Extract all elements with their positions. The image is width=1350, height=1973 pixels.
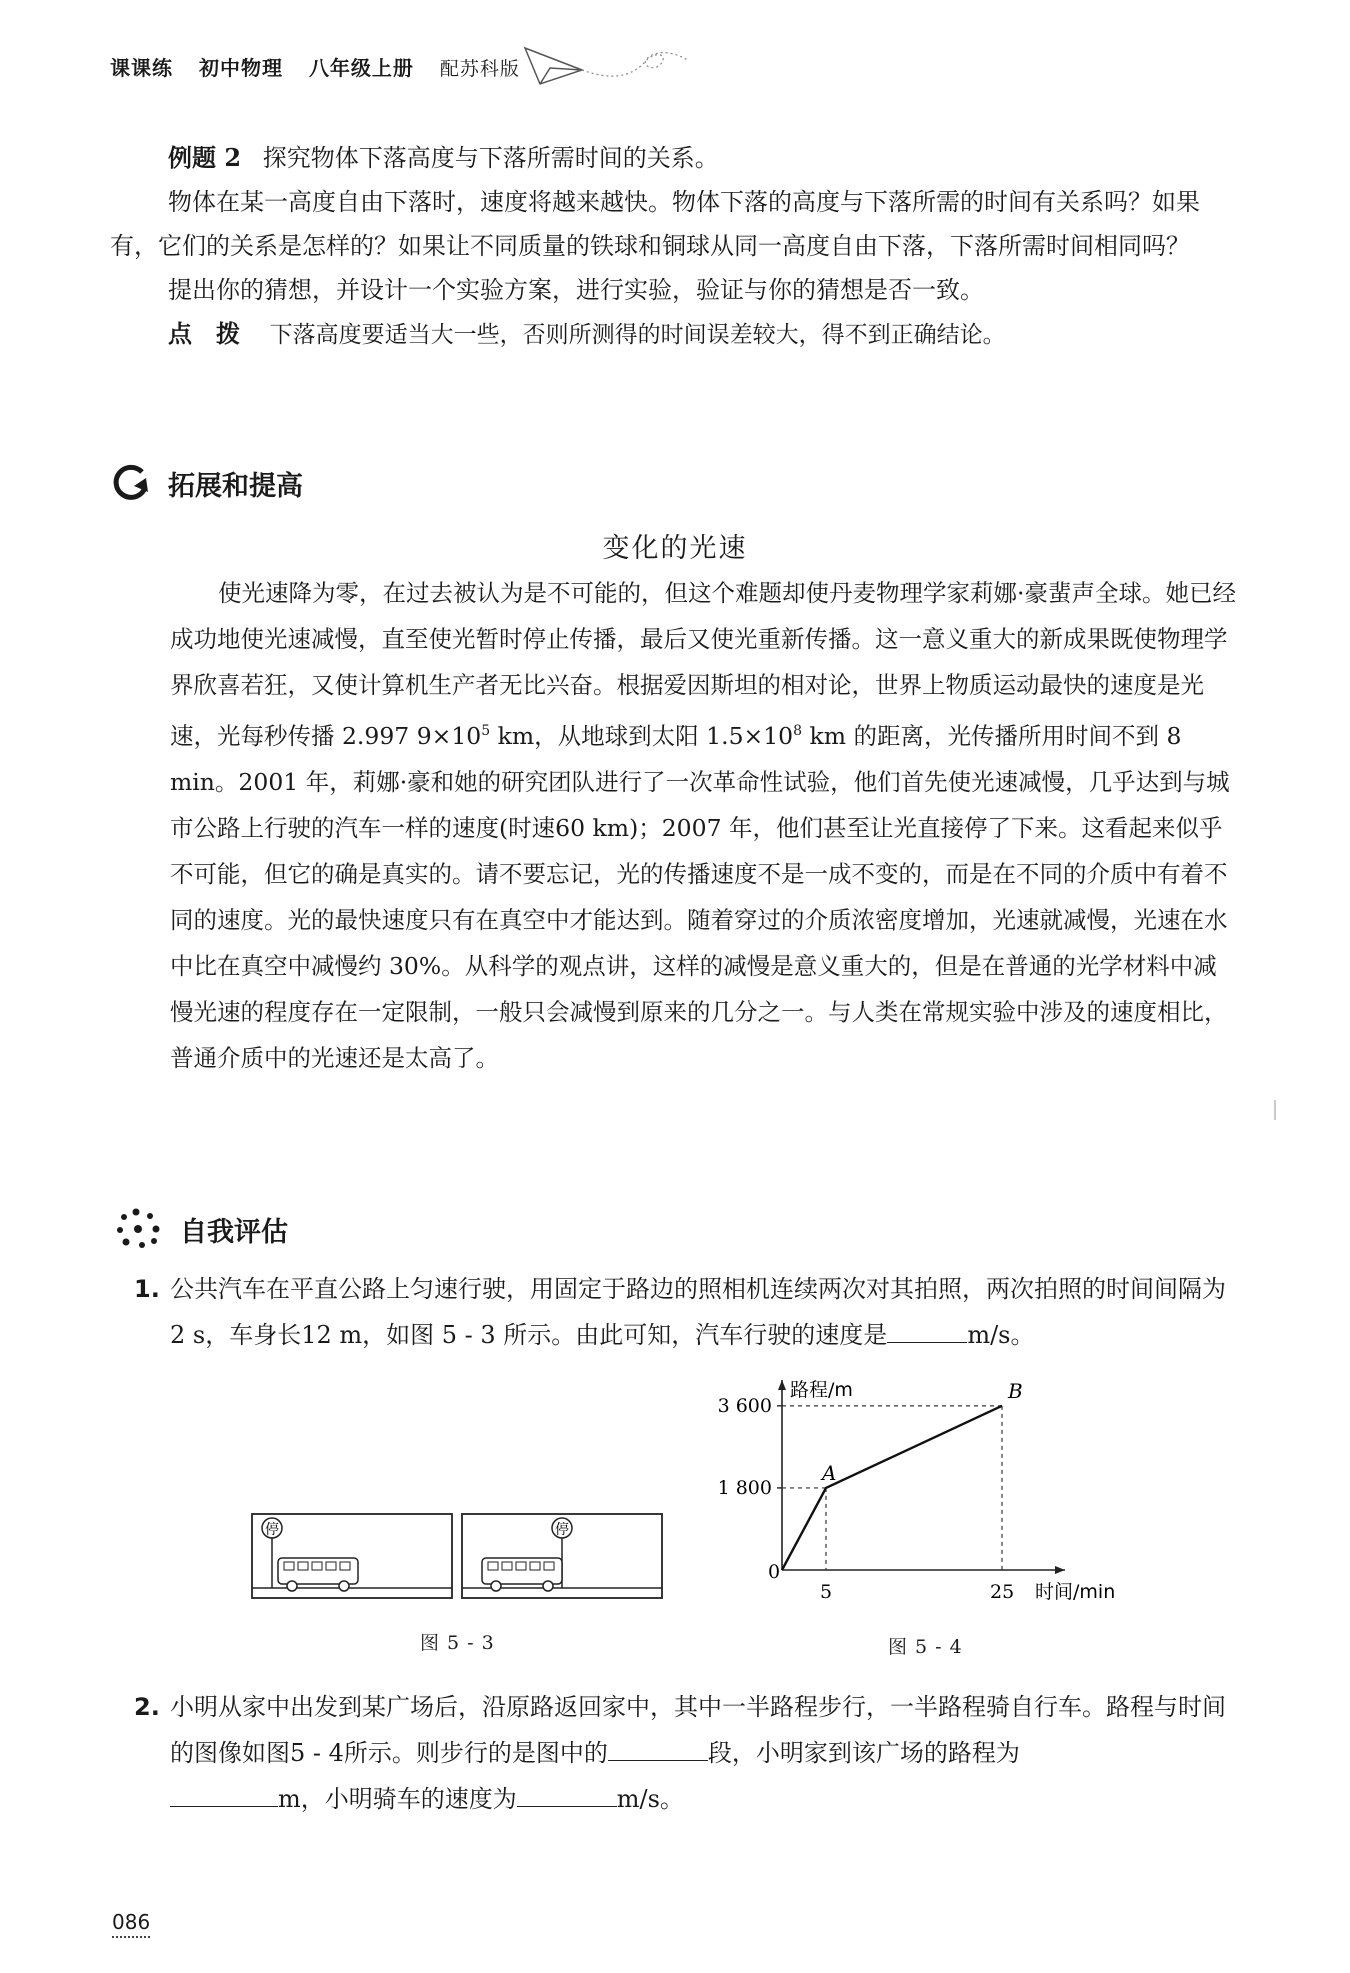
article-sup-5: 5 <box>481 723 491 739</box>
bus-icon <box>278 1558 358 1591</box>
y-axis-arrow-icon <box>778 1380 786 1390</box>
header-edition: 配苏科版 <box>439 58 520 80</box>
dots-cluster-icon <box>116 1207 164 1251</box>
article-text-b: km，从地球到太阳 1.5×10 <box>490 721 794 750</box>
question-2-text-a: 小明从家中出发到某广场后，沿原路返回家中，其中一半路程步行，一半路程骑自行车。路程与时间的图像如图5 - 4所示。则步行的是图中的 <box>170 1693 1226 1767</box>
article-sup-8: 8 <box>793 723 803 739</box>
question-2-text-b: 段，小明家到该广场的路程为 <box>707 1739 1020 1767</box>
paper-plane-icon <box>520 40 690 90</box>
question-2 <box>134 1684 1244 1822</box>
extension-section-title: 拓展和提高 <box>168 471 303 502</box>
x-tick-label: 5 <box>820 1581 833 1603</box>
figure-5-3 <box>250 1500 720 1600</box>
question-1-text-b: m/s。 <box>967 1321 1035 1349</box>
x-axis-arrow-icon <box>1055 1566 1065 1574</box>
answer-blank-2[interactable] <box>608 1736 708 1761</box>
article-title: 变化的光速 <box>602 533 748 564</box>
example-label: 例题 2 <box>168 143 242 172</box>
figure-5-4-chart <box>700 1370 1120 1615</box>
question-1-text-a: 公共汽车在平直公路上匀速行驶，用固定于路边的照相机连续两次对其拍照，两次拍照的时间间隔为 2 s，车身长12 m，如图 5 - 3 所示。由此可知，汽车行驶的速度是 <box>170 1275 1226 1349</box>
article-text-a: 使光速降为零，在过去被认为是不可能的，但这个难题却使丹麦物理学家莉娜·豪蜚声全球。她已经成功地使光速减慢，直至使光暂时停止传播，最后又使光重新传播。这一意义重大的新成果既使物理学界欣喜若狂，又使计算机生产者无比兴奋。根据爱因斯坦的相对论，世界上物质运动最快的速度是光速，光每秒传播 2.997 9×10 <box>170 579 1236 750</box>
figure-5-4-caption: 图 5 - 4 <box>888 1636 963 1658</box>
header-subject: 初中物理 <box>198 56 283 80</box>
refresh-arrow-icon <box>108 462 152 502</box>
y-axis-label: 路程/m <box>790 1379 853 1401</box>
header-grade: 八年级上册 <box>308 56 414 80</box>
article-text-c: km 的距离，光传播所用时间不到 8 min。2001 年，莉娜·豪和她的研究团队进行了一次革命性试验，他们首先使光速减慢，几乎达到与城市公路上行驶的汽车一样的速度(时速60 km)；2007 年，他们甚至让光直接停了下来。这看起来似乎不可能，但它的确是真实的。请不要忘记，光的传播速度不是一成不变的，而是在不同的介质中有着不同的速度。光的最快速度只有在真空中才能达到。随着穿过的介质浓密度增加，光速就减慢，光速在水中比在真空中减慢约 30%。从科学的观点讲，这样的减慢是意义重大的，但是在普通的光学材料中减慢光速的程度存在一定限制，一般只会减慢到原来的几分之一。与人类在常规实验中涉及的速度相比，普通介质中的光速还是太高了。 <box>170 721 1230 1072</box>
question-2-text-c: m，小明骑车的速度为 <box>278 1785 517 1813</box>
y-tick-label: 3 600 <box>717 1394 772 1417</box>
question-2-number: 2. <box>134 1693 160 1721</box>
page-number: 086 <box>112 1910 150 1938</box>
question-2-text-d: m/s。 <box>616 1785 684 1813</box>
self-eval-section-title: 自我评估 <box>180 1217 288 1248</box>
point-label-B: B <box>1008 1378 1023 1403</box>
example-para1: 物体在某一高度自由下落时，速度将越来越快。物体下落的高度与下落所需的时间有关系吗？如果有，它们的关系是怎样的？如果让不同质量的铁球和铜球从同一高度自由下落，下落所需时间相同吗？ <box>110 188 1200 260</box>
photo-2 <box>462 1514 662 1598</box>
header-series: 课课练 <box>110 56 173 80</box>
photo-1 <box>252 1514 452 1598</box>
margin-mark <box>1274 1100 1276 1120</box>
hint-text: 下落高度要适当大一些，否则所测得的时间误差较大，得不到正确结论。 <box>269 322 1006 348</box>
x-tick-label: 0 <box>768 1561 781 1583</box>
y-tick-label: 1 800 <box>717 1476 772 1499</box>
example-title: 探究物体下落高度与下落所需时间的关系。 <box>262 144 719 172</box>
article-body <box>170 570 1240 1081</box>
figure-5-3-caption: 图 5 - 3 <box>420 1632 495 1654</box>
bus-icon <box>482 1558 562 1591</box>
page-header <box>110 52 538 81</box>
example-para2: 提出你的猜想，并设计一个实验方案，进行实验，验证与你的猜想是否一致。 <box>168 276 984 304</box>
x-tick-label: 25 <box>990 1581 1015 1603</box>
hint-label: 点 拨 <box>168 319 240 348</box>
question-1-number: 1. <box>134 1275 160 1303</box>
x-axis-label: 时间/min <box>1035 1581 1116 1603</box>
answer-blank-3[interactable] <box>170 1782 278 1807</box>
question-1 <box>134 1266 1244 1358</box>
stop-sign-label-2: 停 <box>555 1522 569 1538</box>
example-block <box>110 136 1240 357</box>
stop-sign-label-1: 停 <box>265 1522 279 1538</box>
answer-blank-4[interactable] <box>517 1782 617 1807</box>
point-label-A: A <box>822 1460 837 1485</box>
answer-blank-1[interactable] <box>887 1318 967 1343</box>
